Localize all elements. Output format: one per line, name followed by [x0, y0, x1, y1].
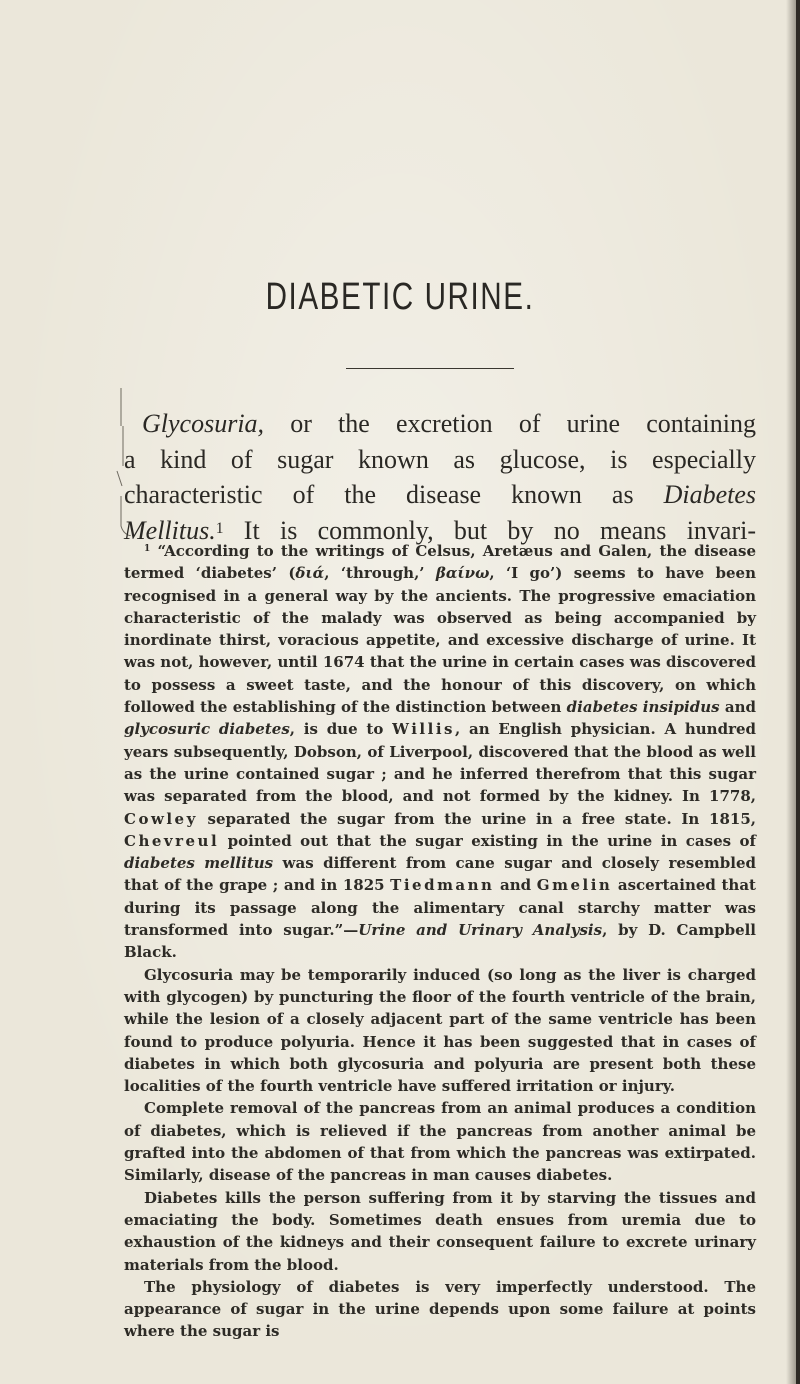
footnote-paragraph-4: Diabetes kills the person suffering from it by starving the tissues and emaciating the body. Sometimes death ensues from uremia due to exhaustion of the kidneys and their consequent failure to excrete urinary materials from the blood.	[124, 1188, 756, 1274]
footnote-reference: 1	[215, 519, 224, 537]
body-line-1: Glycosuria, or the excretion of urine containing	[142, 409, 756, 438]
title-rule	[346, 368, 514, 369]
body-line-3: characteristic of the disease known as Diabetes	[124, 480, 756, 509]
footnote-paragraph-5: The physiology of diabetes is very imperfectly understood. The appearance of sugar in the urine depends upon some failure at points where the sugar is	[124, 1277, 756, 1341]
body-line-2: a kind of sugar known as glucose, is especially	[124, 444, 756, 474]
footnote-paragraph-1: $^1$ “According to the writings of Celsus, Aretæus and Galen, the disease termed ‘diabetes’ (διά, ‘through,’ βαίνω, ‘I go’) seems to have been recognised in a general way by the ancients. The progressive emaciation characteristic of the malady was observed as being accompanied by inordinate thirst, voracious appetite, and excessive discharge of urine. It was not, however, until 1674 that the urine in certain cases was discovered to possess a sweet taste, and the honour of this discovery, on which followed the establishing of the distinction between diabetes insipidus and glycosuric diabetes, is due to Willis, an English physician. A hundred years subsequently, Dobson, of Liverpool, discovered that the blood as well as the urine contained sugar ; and he inferred therefrom that this sugar was separated from the blood, and not formed by the kidney. In 1778, Cowley separated the sugar from the urine in a free state. In 1815, Chevreul pointed out that the sugar existing in the urine in cases of diabetes mellitus was different from cane sugar and closely resembled that of the grape ; and in 1825 Tiedmann and Gmelin ascertained that during its passage along the alimentary canal starchy matter was transformed into sugar.”—Urine and Urinary Analysis, by D. Campbell Black.	[124, 542, 757, 962]
term-diabetes: Diabetes	[663, 480, 756, 509]
body-text	[124, 406, 756, 548]
page-edge	[796, 0, 800, 1384]
footnote-block	[124, 540, 756, 1343]
footnote-paragraph-3: Complete removal of the pancreas from an animal produces a condition of diabetes, which is relieved if the pancreas from another animal be grafted into the abdomen of that from which the pancreas was extirpated. Similarly, disease of the pancreas in man causes diabetes.	[124, 1099, 756, 1185]
body-line-4: Mellitus.$^1$ It is commonly, but by no means invari-	[124, 515, 756, 545]
term-mellitus: Mellitus.	[124, 515, 216, 545]
term-glycosuria: Glycosuria,	[142, 409, 265, 438]
page-title: DIABETIC URINE.	[265, 276, 535, 318]
footnote-marker: 1	[144, 544, 151, 554]
footnote-paragraph-2: Glycosuria may be temporarily induced (so long as the liver is charged with glycogen) by puncturing the floor of the fourth ventricle of the brain, while the lesion of a closely adjacent part of the same ventricle has been found to produce polyuria. Hence it has been suggested that in cases of diabetes in which both glycosuria and polyuria are present both these localities of the fourth ventricle have suffered irritation or injury.	[124, 965, 756, 1096]
